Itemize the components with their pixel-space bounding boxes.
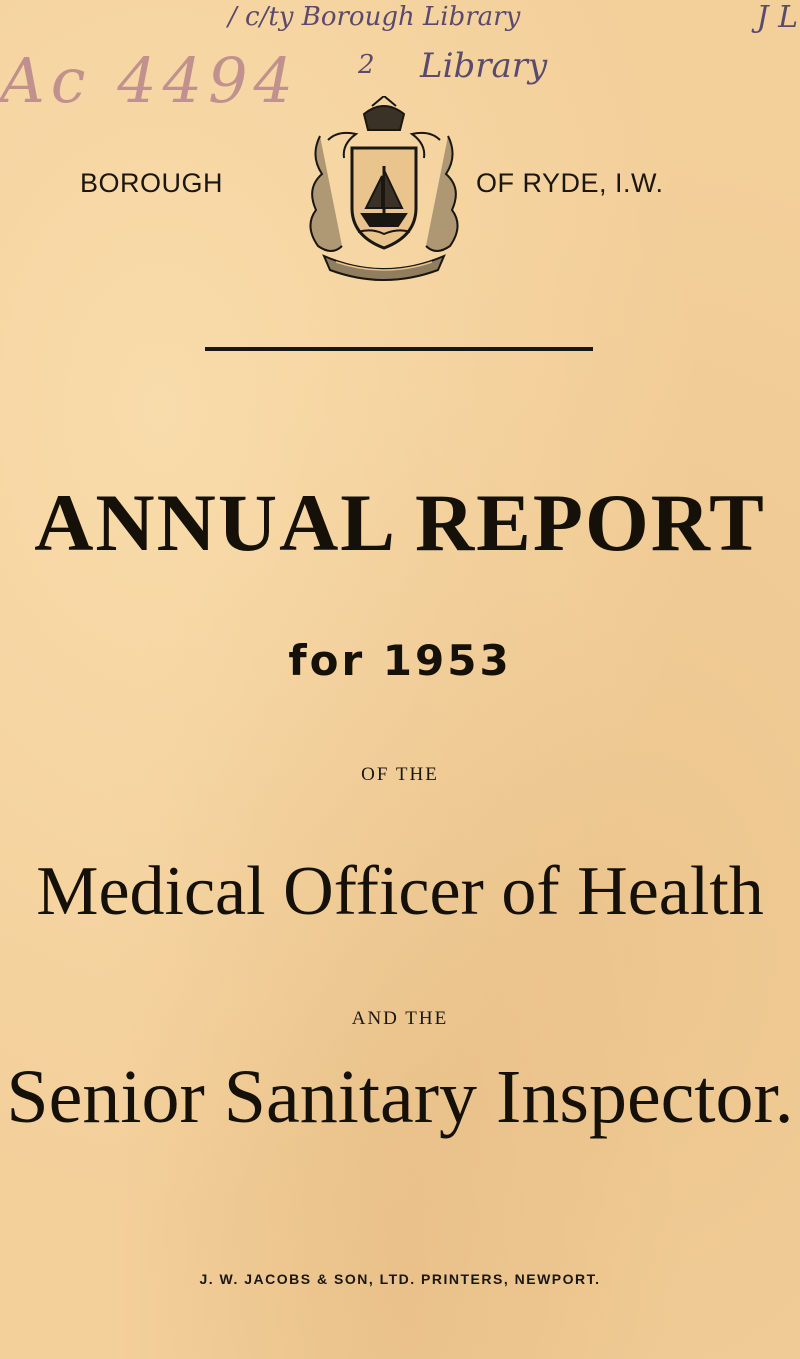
report-title: ANNUAL REPORT (34, 477, 766, 568)
subject-sanitary-inspector: Senior Sanitary Inspector. (6, 1055, 794, 1139)
subject-medical-officer: Medical Officer of Health (36, 853, 764, 930)
borough-crest-icon (302, 96, 466, 282)
connector-of-the: OF THE (361, 764, 439, 785)
accession-number-handwritten: Ac 4494 (0, 44, 299, 117)
header-rule-divider (205, 347, 593, 351)
header-borough: BOROUGH (80, 168, 224, 198)
report-year: for 1953 (288, 636, 512, 685)
library-stamp-handwritten: / c/ty Borough Library (228, 2, 521, 32)
printer-imprint: J. W. JACOBS & SON, LTD. PRINTERS, NEWPORT. (199, 1271, 601, 1287)
handwritten-number: 2 (358, 50, 375, 80)
handwritten-corner-mark: J L (756, 0, 798, 35)
header-of-ryde: OF RYDE, I.W. (476, 168, 664, 198)
handwritten-library: Library (420, 46, 548, 86)
connector-and-the: AND THE (351, 1008, 449, 1029)
